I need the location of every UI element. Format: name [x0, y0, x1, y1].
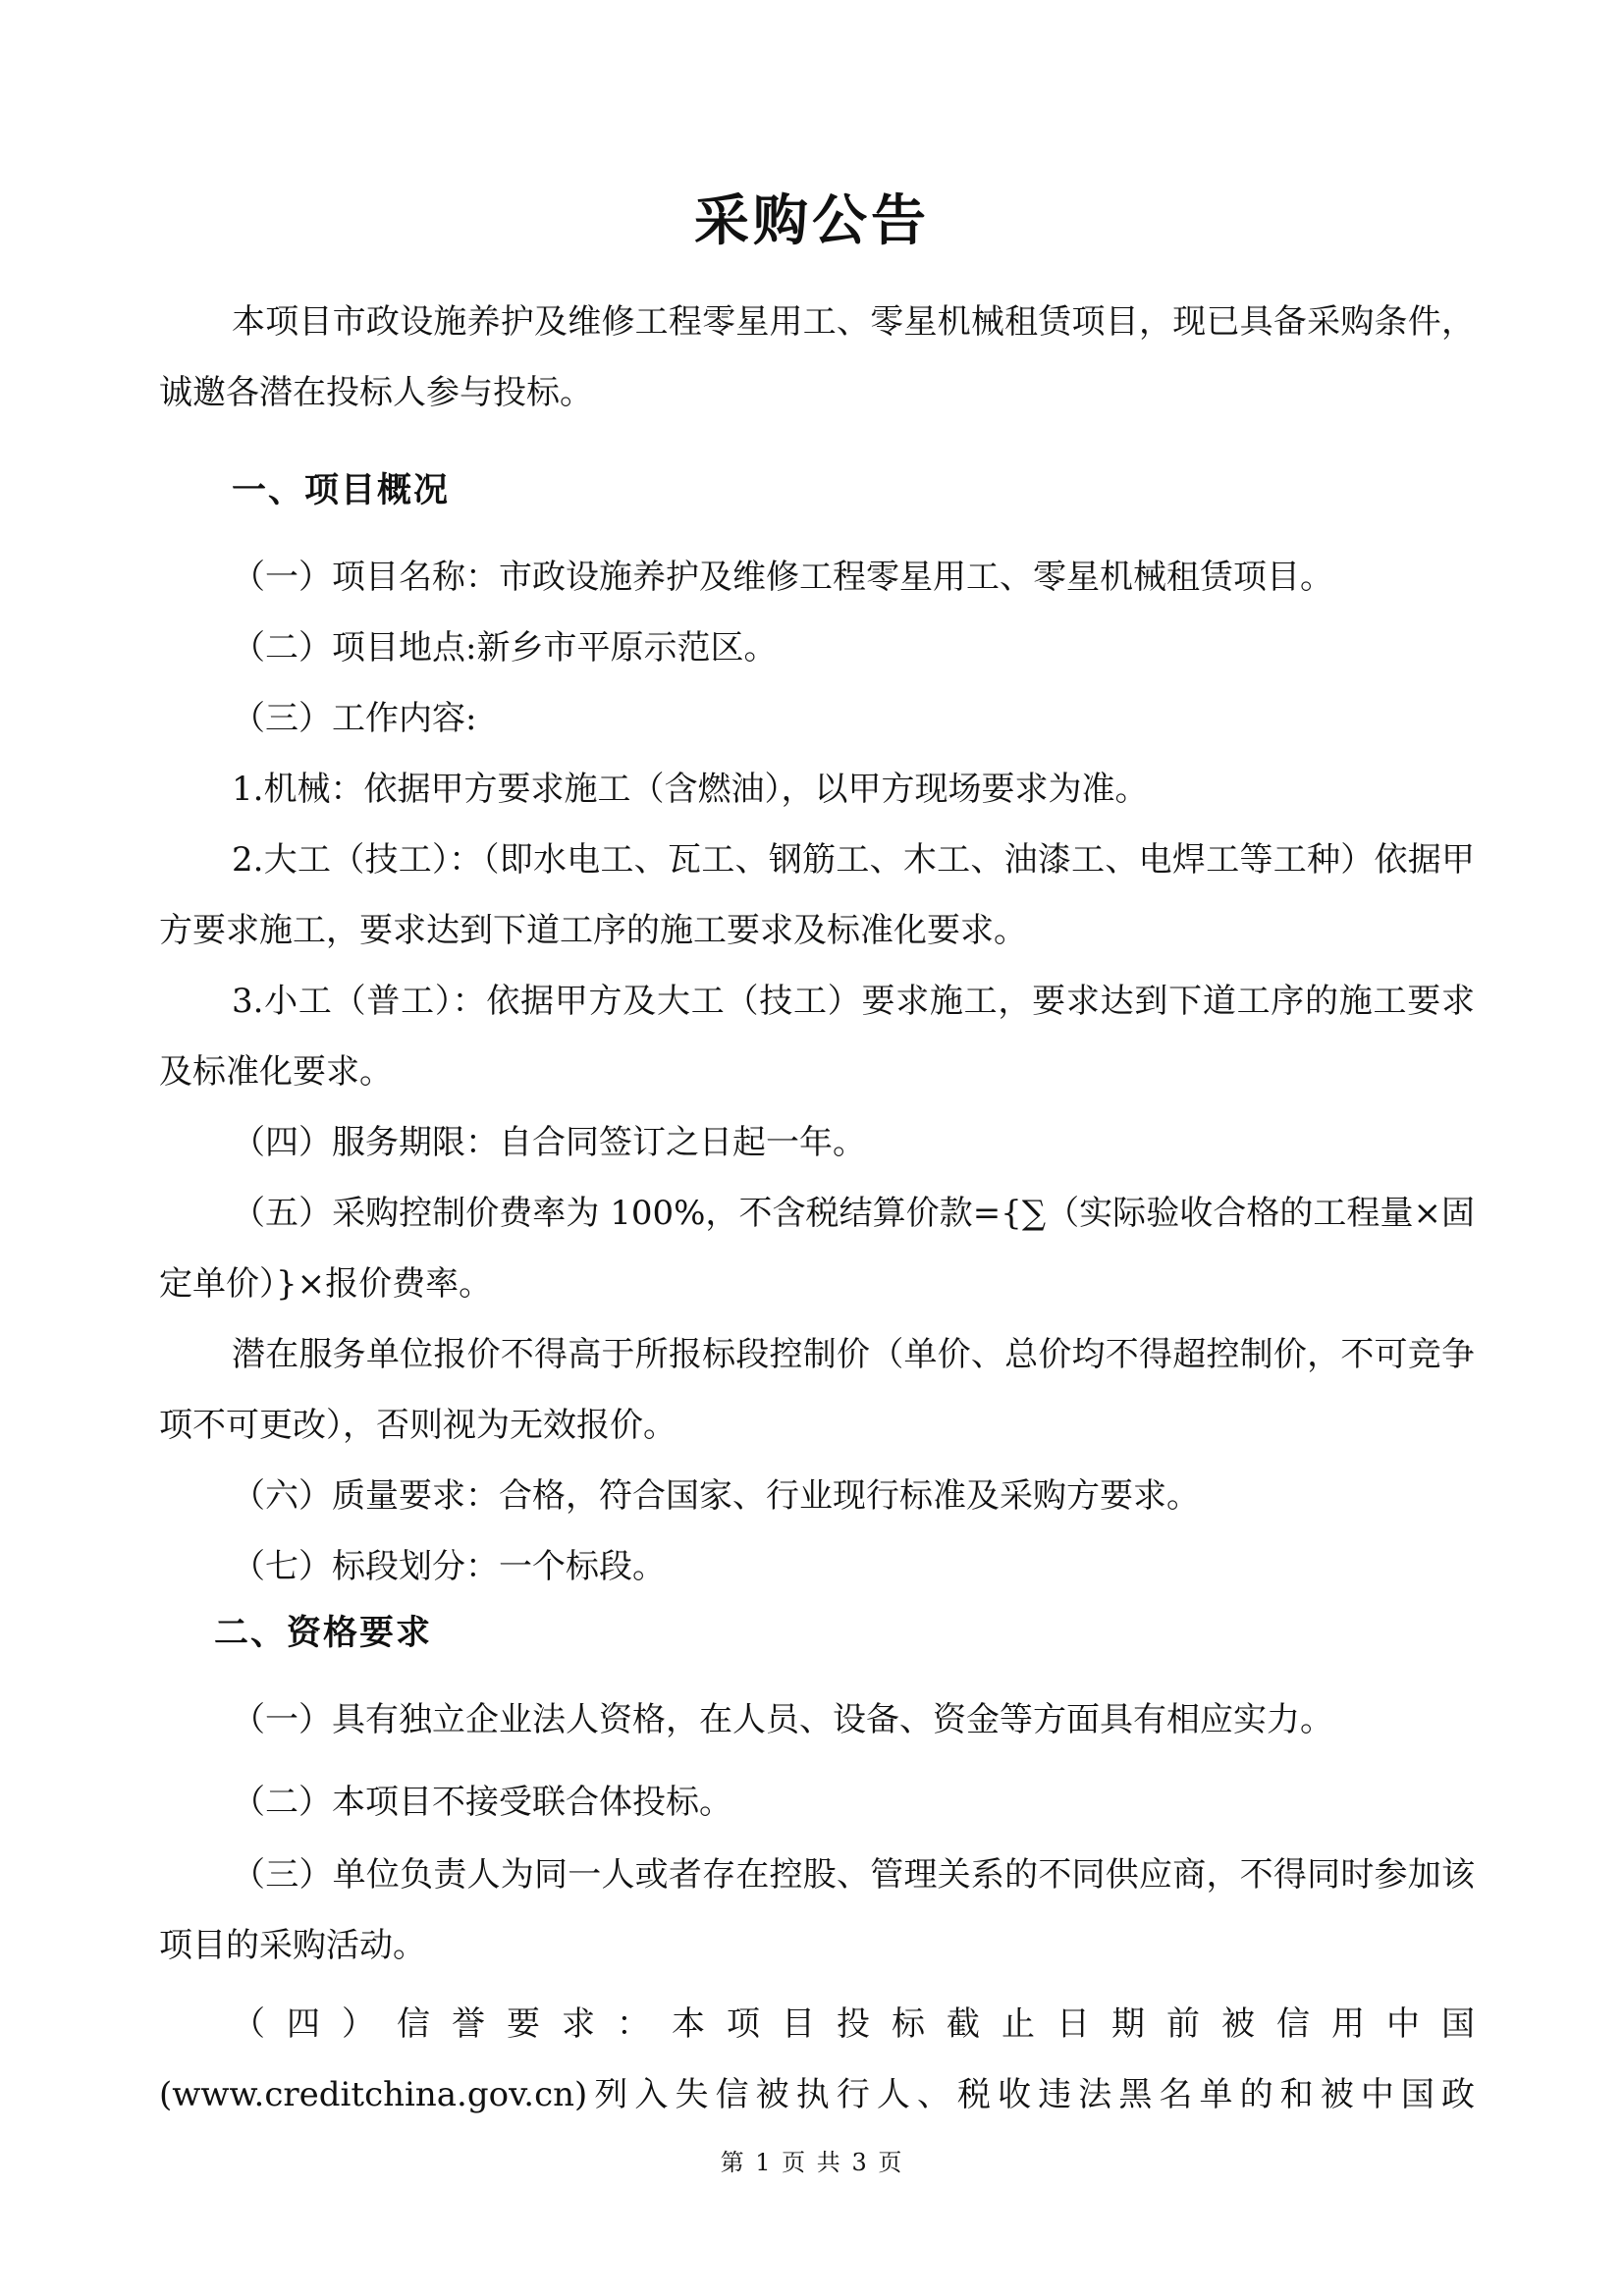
qualification-no-consortium-item: （二）本项目不接受联合体投标。 [232, 1783, 732, 1822]
qualification-credit-item-line2: (www.creditchina.gov.cn)列入失信被执行人、税收违法黑名单的和被中国政 [159, 2075, 1475, 2114]
project-location-item: （二）项目地点:新乡市平原示范区。 [232, 628, 778, 667]
qualification-affiliated-supplier-item: （三）单位负责人为同一人或者存在控股、管理关系的不同供应商，不得同时参加该项目的采购活动。 [159, 1855, 1475, 1965]
lot-division-item: （七）标段划分：一个标段。 [232, 1547, 666, 1586]
page-number-footer: 第 1 页 共 3 页 [720, 2149, 904, 2176]
section-heading-overview: 一、项目概况 [232, 471, 451, 510]
qualification-legal-entity-item: （一）具有独立企业法人资格，在人员、设备、资金等方面具有相应实力。 [232, 1700, 1333, 1739]
service-period-item: （四）服务期限：自合同签订之日起一年。 [232, 1123, 866, 1162]
work-item-machinery: 1.机械：依据甲方要求施工（含燃油），以甲方现场要求为准。 [232, 770, 1149, 809]
price-rate-item: （五）采购控制价费率为 100%，不含税结算价款={∑（实际验收合格的工程量×固定单价）}×报价费率。 [159, 1194, 1475, 1304]
work-item-general-labor: 3.小工（普工）：依据甲方及大工（技工）要求施工，要求达到下道工序的施工要求及标准化要求。 [159, 982, 1475, 1092]
qualification-credit-item-line1: （四）信誉要求：本项目投标截止日期前被信用中国 [232, 2004, 1475, 2044]
work-content-item: （三）工作内容: [232, 699, 477, 738]
work-item-skilled-labor: 2.大工（技工）：（即水电工、瓦工、钢筋工、木工、油漆工、电焊工等工种）依据甲方要求施工，要求达到下道工序的施工要求及标准化要求。 [159, 840, 1475, 950]
quality-requirement-item: （六）质量要求：合格，符合国家、行业现行标准及采购方要求。 [232, 1476, 1200, 1516]
intro-paragraph: 本项目市政设施养护及维修工程零星用工、零星机械租赁项目，现已具备采购条件，诚邀各潜在投标人参与投标。 [159, 302, 1475, 412]
pricing-note-paragraph: 潜在服务单位报价不得高于所报标段控制价（单价、总价均不得超控制价，不可竞争项不可更改），否则视为无效报价。 [159, 1335, 1475, 1445]
project-name-item: （一）项目名称：市政设施养护及维修工程零星用工、零星机械租赁项目。 [232, 558, 1333, 597]
section-heading-qualification: 二、资格要求 [214, 1614, 433, 1653]
document-title: 采购公告 [694, 189, 930, 253]
